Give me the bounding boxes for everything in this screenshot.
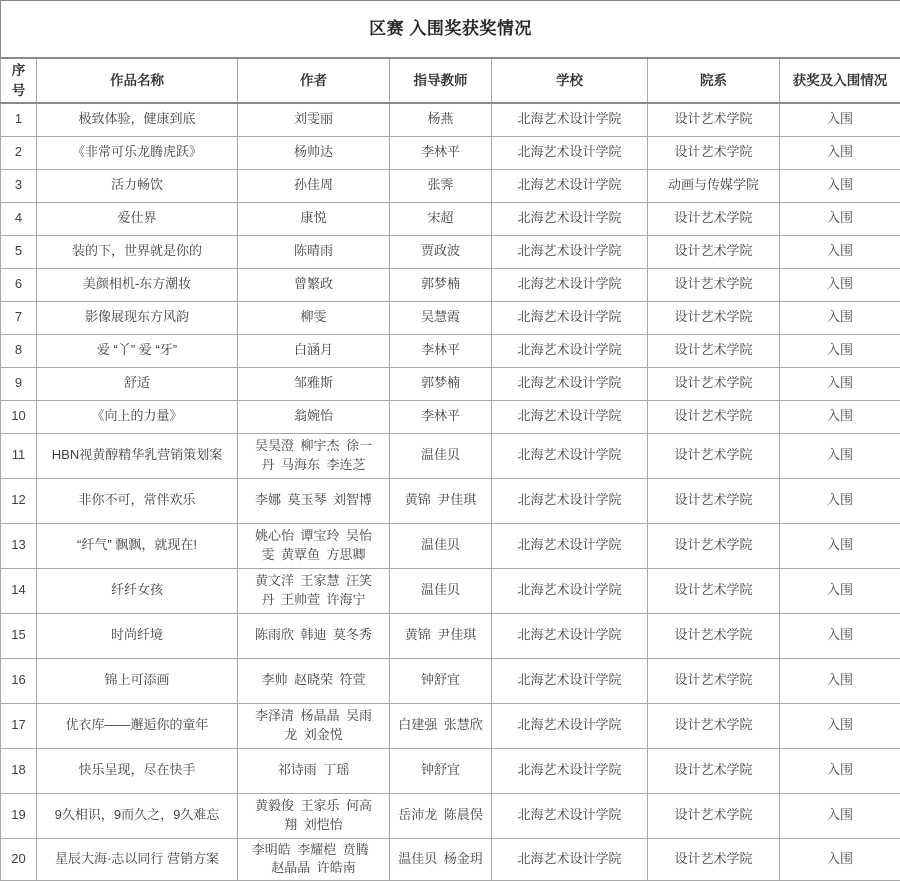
cell-teachers: 钟舒宜: [390, 658, 492, 703]
cell-school: 北海艺术设计学院: [492, 793, 648, 838]
cell-school: 北海艺术设计学院: [492, 103, 648, 136]
cell-work-title: 装的下，世界就是你的: [37, 235, 238, 268]
cell-work-title: 9久相识，9而久之，9久难忘: [37, 793, 238, 838]
cell-department: 设计艺术学院: [648, 748, 780, 793]
cell-school: 北海艺术设计学院: [492, 613, 648, 658]
cell-school: 北海艺术设计学院: [492, 334, 648, 367]
cell-authors: 李泽清 杨晶晶 吴雨龙 刘金悦: [238, 703, 390, 748]
cell-department: 设计艺术学院: [648, 433, 780, 478]
cell-work-title: 时尚纤境: [37, 613, 238, 658]
cell-work-title: 星辰大海·志以同行 营销方案: [37, 838, 238, 881]
cell-teachers: 温佳贝: [390, 568, 492, 613]
cell-work-title: 非你不可，常伴欢乐: [37, 478, 238, 523]
cell-authors: 翁婉怡: [238, 400, 390, 433]
cell-work-title: 《向上的力量》: [37, 400, 238, 433]
cell-work-title: 美颜相机-东方潮妆: [37, 268, 238, 301]
cell-school: 北海艺术设计学院: [492, 748, 648, 793]
cell-department: 设计艺术学院: [648, 478, 780, 523]
cell-school: 北海艺术设计学院: [492, 301, 648, 334]
cell-authors: 姚心怡 谭宝玲 吴怡雯 黄覃鱼 方思卿: [238, 523, 390, 568]
cell-result: 入围: [780, 103, 900, 136]
cell-row-number: 12: [1, 478, 37, 523]
column-header-school: 学校: [492, 58, 648, 103]
table-body: [1, 103, 900, 881]
cell-school: 北海艺术设计学院: [492, 658, 648, 703]
table-row: [1, 301, 900, 334]
cell-result: 入围: [780, 838, 900, 881]
cell-row-number: 18: [1, 748, 37, 793]
cell-school: 北海艺术设计学院: [492, 478, 648, 523]
cell-authors: 柳雯: [238, 301, 390, 334]
cell-authors: 李明皓 李耀桤 贲腾 赵晶晶 许皓南: [238, 838, 390, 881]
column-header-teachers: 指导教师: [390, 58, 492, 103]
cell-work-title: 《非常可乐龙腾虎跃》: [37, 136, 238, 169]
column-header-department: 院系: [648, 58, 780, 103]
cell-result: 入围: [780, 202, 900, 235]
cell-row-number: 13: [1, 523, 37, 568]
cell-authors: 黄毅俊 王家乐 何高翔 刘恺怡: [238, 793, 390, 838]
cell-teachers: 李林平: [390, 136, 492, 169]
cell-row-number: 10: [1, 400, 37, 433]
cell-work-title: 活力畅饮: [37, 169, 238, 202]
table-row: [1, 748, 900, 793]
cell-authors: 康悦: [238, 202, 390, 235]
table-row: [1, 613, 900, 658]
column-header-no: 序号: [1, 58, 37, 103]
cell-department: 设计艺术学院: [648, 523, 780, 568]
cell-result: 入围: [780, 568, 900, 613]
column-header-result: 获奖及入围情况: [780, 58, 900, 103]
cell-work-title: 极致体验，健康到底: [37, 103, 238, 136]
cell-row-number: 20: [1, 838, 37, 881]
cell-teachers: 郭梦楠: [390, 268, 492, 301]
cell-department: 设计艺术学院: [648, 136, 780, 169]
cell-department: 设计艺术学院: [648, 202, 780, 235]
table-row: [1, 658, 900, 703]
cell-department: 设计艺术学院: [648, 568, 780, 613]
cell-row-number: 3: [1, 169, 37, 202]
cell-teachers: 宋超: [390, 202, 492, 235]
cell-result: 入围: [780, 235, 900, 268]
cell-school: 北海艺术设计学院: [492, 169, 648, 202]
cell-teachers: 钟舒宜: [390, 748, 492, 793]
cell-department: 设计艺术学院: [648, 793, 780, 838]
cell-row-number: 15: [1, 613, 37, 658]
cell-authors: 孙佳周: [238, 169, 390, 202]
cell-teachers: 李林平: [390, 400, 492, 433]
cell-result: 入围: [780, 268, 900, 301]
cell-school: 北海艺术设计学院: [492, 235, 648, 268]
cell-work-title: 优衣库——邂逅你的童年: [37, 703, 238, 748]
cell-authors: 祁诗雨 丁瑶: [238, 748, 390, 793]
page-title: 区赛 入围奖获奖情况: [1, 1, 900, 59]
cell-result: 入围: [780, 658, 900, 703]
table-row: [1, 523, 900, 568]
cell-result: 入围: [780, 334, 900, 367]
cell-work-title: 舒适: [37, 367, 238, 400]
cell-work-title: 快乐呈现，尽在快手: [37, 748, 238, 793]
cell-teachers: 吴慧霞: [390, 301, 492, 334]
cell-work-title: 锦上可添画: [37, 658, 238, 703]
cell-authors: 陈晴雨: [238, 235, 390, 268]
table-row: [1, 703, 900, 748]
cell-authors: 黄文洋 王家慧 汪笑丹 王帅萱 许海宁: [238, 568, 390, 613]
cell-school: 北海艺术设计学院: [492, 202, 648, 235]
table-row: [1, 367, 900, 400]
cell-teachers: 黄锦 尹佳琪: [390, 613, 492, 658]
cell-department: 设计艺术学院: [648, 400, 780, 433]
cell-row-number: 11: [1, 433, 37, 478]
cell-authors: 刘雯丽: [238, 103, 390, 136]
table-row: [1, 169, 900, 202]
cell-school: 北海艺术设计学院: [492, 433, 648, 478]
cell-row-number: 5: [1, 235, 37, 268]
cell-school: 北海艺术设计学院: [492, 400, 648, 433]
cell-school: 北海艺术设计学院: [492, 367, 648, 400]
cell-teachers: 岳沛龙 陈晨俣: [390, 793, 492, 838]
cell-work-title: HBN视黄醇精华乳营销策划案: [37, 433, 238, 478]
cell-work-title: 爱 “丫” 爱 “牙”: [37, 334, 238, 367]
cell-authors: 吴昊澄 柳宇杰 徐一丹 马海东 李连芝: [238, 433, 390, 478]
table-row: [1, 478, 900, 523]
cell-authors: 曾繁政: [238, 268, 390, 301]
table-row: [1, 202, 900, 235]
cell-row-number: 17: [1, 703, 37, 748]
cell-work-title: 纤纤女孩: [37, 568, 238, 613]
table-row: [1, 235, 900, 268]
cell-result: 入围: [780, 523, 900, 568]
cell-row-number: 1: [1, 103, 37, 136]
cell-row-number: 4: [1, 202, 37, 235]
cell-row-number: 2: [1, 136, 37, 169]
title-row: [1, 1, 900, 59]
cell-row-number: 14: [1, 568, 37, 613]
cell-result: 入围: [780, 400, 900, 433]
cell-result: 入围: [780, 748, 900, 793]
cell-authors: 李帅 赵晓荣 符萱: [238, 658, 390, 703]
cell-teachers: 李林平: [390, 334, 492, 367]
cell-school: 北海艺术设计学院: [492, 268, 648, 301]
column-header-work: 作品名称: [37, 58, 238, 103]
cell-teachers: 温佳贝: [390, 433, 492, 478]
cell-row-number: 7: [1, 301, 37, 334]
cell-result: 入围: [780, 703, 900, 748]
table-row: [1, 433, 900, 478]
cell-teachers: 白建强 张慧欣: [390, 703, 492, 748]
cell-authors: 邹雅斯: [238, 367, 390, 400]
cell-result: 入围: [780, 367, 900, 400]
cell-department: 设计艺术学院: [648, 838, 780, 881]
cell-department: 设计艺术学院: [648, 703, 780, 748]
table-row: [1, 334, 900, 367]
cell-result: 入围: [780, 433, 900, 478]
cell-authors: 陈雨欣 韩迪 莫冬秀: [238, 613, 390, 658]
cell-department: 设计艺术学院: [648, 658, 780, 703]
cell-work-title: “纤气” 飘飘，就现在!: [37, 523, 238, 568]
cell-department: 设计艺术学院: [648, 235, 780, 268]
cell-department: 设计艺术学院: [648, 301, 780, 334]
table-row: [1, 793, 900, 838]
cell-department: 设计艺术学院: [648, 367, 780, 400]
cell-row-number: 8: [1, 334, 37, 367]
cell-teachers: 黄锦 尹佳琪: [390, 478, 492, 523]
cell-teachers: 贾政波: [390, 235, 492, 268]
cell-row-number: 9: [1, 367, 37, 400]
cell-row-number: 19: [1, 793, 37, 838]
cell-department: 设计艺术学院: [648, 268, 780, 301]
cell-department: 设计艺术学院: [648, 334, 780, 367]
cell-school: 北海艺术设计学院: [492, 568, 648, 613]
cell-teachers: 杨燕: [390, 103, 492, 136]
table-row: [1, 400, 900, 433]
cell-authors: 白涵月: [238, 334, 390, 367]
cell-work-title: 爱仕界: [37, 202, 238, 235]
cell-department: 动画与传媒学院: [648, 169, 780, 202]
cell-result: 入围: [780, 169, 900, 202]
column-header-authors: 作者: [238, 58, 390, 103]
cell-row-number: 6: [1, 268, 37, 301]
cell-teachers: 温佳贝 杨金玥: [390, 838, 492, 881]
cell-school: 北海艺术设计学院: [492, 523, 648, 568]
cell-teachers: 张霁: [390, 169, 492, 202]
cell-row-number: 16: [1, 658, 37, 703]
cell-result: 入围: [780, 301, 900, 334]
table-row: [1, 268, 900, 301]
cell-teachers: 温佳贝: [390, 523, 492, 568]
cell-department: 设计艺术学院: [648, 103, 780, 136]
table-row: [1, 103, 900, 136]
cell-authors: 李娜 莫玉琴 刘智博: [238, 478, 390, 523]
cell-authors: 杨帅达: [238, 136, 390, 169]
cell-result: 入围: [780, 613, 900, 658]
table-row: [1, 136, 900, 169]
cell-teachers: 郭梦楠: [390, 367, 492, 400]
cell-school: 北海艺术设计学院: [492, 136, 648, 169]
header-row: [1, 58, 900, 103]
cell-school: 北海艺术设计学院: [492, 838, 648, 881]
cell-result: 入围: [780, 136, 900, 169]
cell-school: 北海艺术设计学院: [492, 703, 648, 748]
table-row: [1, 568, 900, 613]
cell-result: 入围: [780, 793, 900, 838]
cell-department: 设计艺术学院: [648, 613, 780, 658]
cell-work-title: 影像展现东方风韵: [37, 301, 238, 334]
cell-result: 入围: [780, 478, 900, 523]
table-row: [1, 838, 900, 881]
